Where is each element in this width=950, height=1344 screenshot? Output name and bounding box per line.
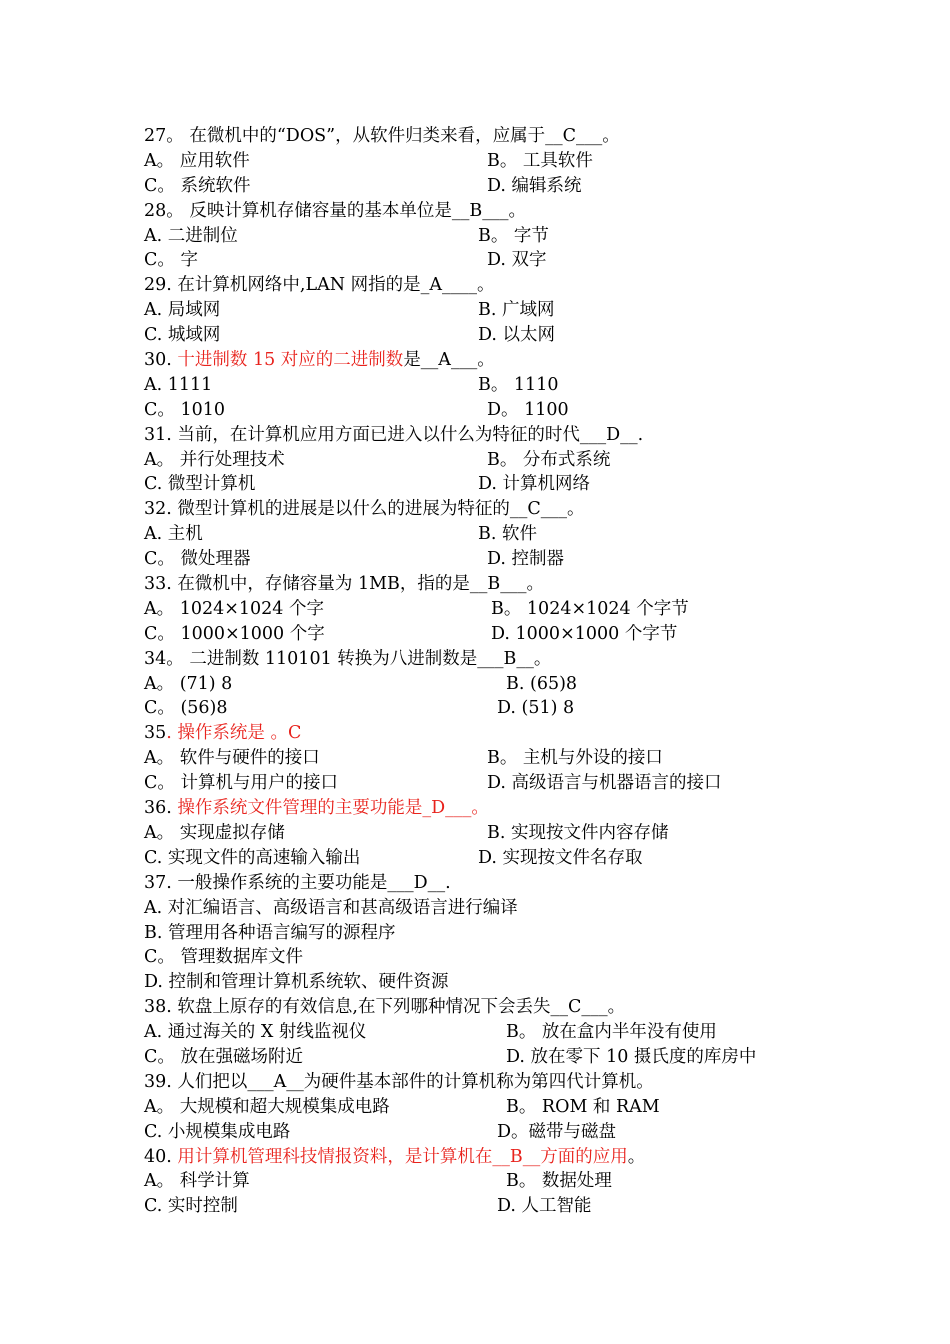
option-b: B。 工具软件 <box>487 150 593 171</box>
question-number: 28。 <box>144 200 184 221</box>
question-number: 31. <box>144 424 172 445</box>
option-b: B。 放在盒内半年没有使用 <box>506 1022 717 1043</box>
option-d: D. 计算机网络 <box>478 474 591 495</box>
option-row <box>144 896 824 921</box>
question-stem <box>144 871 824 896</box>
question-text: 一般操作系统的主要功能是___D__. <box>171 872 451 893</box>
question-number: 33. <box>144 574 172 595</box>
option-a: A. 主机 <box>144 524 203 545</box>
option-b: B. 实现按文件内容存储 <box>487 822 669 843</box>
option-a: A. 通过海关的 X 射线监视仪 <box>144 1022 367 1043</box>
option-row <box>144 224 824 249</box>
question-text: 是__A___。 <box>403 350 495 371</box>
option-d: D. 控制和管理计算机系统软、硬件资源 <box>144 972 449 993</box>
question-list <box>144 124 824 1219</box>
option-b: B。 ROM 和 RAM <box>506 1096 660 1117</box>
option-b: B. (65)8 <box>506 673 578 694</box>
option-row <box>144 1020 824 1045</box>
option-c: C。 放在强磁场附近 <box>144 1046 303 1067</box>
option-c: C。 系统软件 <box>144 175 251 196</box>
option-row <box>144 921 824 946</box>
option-row <box>144 821 824 846</box>
question-text-highlight: 十进制数 15 对应的二进制数 <box>171 350 404 371</box>
question-number: 29. <box>144 275 172 296</box>
option-row <box>144 1194 824 1219</box>
option-a: A。 应用软件 <box>144 150 250 171</box>
option-c: C。 1010 <box>144 399 225 420</box>
option-row <box>144 945 824 970</box>
question-stem <box>144 1070 824 1095</box>
option-b: B。 数据处理 <box>506 1171 612 1192</box>
question-stem <box>144 497 824 522</box>
question-text: 在微机中的“DOS”，从软件归类来看，应属于__C___。 <box>183 126 620 146</box>
question-text-highlight: . 操作系统是 。C <box>166 723 302 744</box>
question-text: 微型计算机的进展是以什么的进展为特征的__C___。 <box>171 499 585 520</box>
question-number: 34。 <box>144 648 184 669</box>
option-c: C. 小规模集成电路 <box>144 1121 291 1142</box>
option-a: A。 (71) 8 <box>144 673 233 694</box>
option-a: A. 1111 <box>144 374 213 395</box>
question-stem <box>144 199 824 224</box>
question-number: 30. <box>144 350 172 371</box>
question-stem <box>144 124 824 149</box>
option-row <box>144 472 824 497</box>
option-row <box>144 746 824 771</box>
option-row <box>144 672 824 697</box>
option-row <box>144 298 824 323</box>
option-row <box>144 248 824 273</box>
option-d: D. 高级语言与机器语言的接口 <box>487 773 722 794</box>
question-text: 人们把以___A__为硬件基本部件的计算机称为第四代计算机。 <box>171 1071 654 1092</box>
option-row <box>144 1169 824 1194</box>
question-text: 反映计算机存储容量的基本单位是__B___。 <box>183 200 526 221</box>
option-row <box>144 696 824 721</box>
question-number: 38. <box>144 997 172 1018</box>
option-row <box>144 323 824 348</box>
question-number: 35 <box>144 723 167 744</box>
question-stem <box>144 273 824 298</box>
question-stem <box>144 995 824 1020</box>
option-row <box>144 771 824 796</box>
option-d: D. 放在零下 10 摄氏度的库房中 <box>506 1046 757 1067</box>
option-a: A. 对汇编语言、高级语言和甚高级语言进行编译 <box>144 897 518 918</box>
question-stem <box>144 1145 824 1170</box>
option-a: A. 二进制位 <box>144 225 238 246</box>
question-number: 39. <box>144 1071 172 1092</box>
question-text: 在微机中，存储容量为 1MB，指的是__B___。 <box>171 574 544 595</box>
option-d: D. 1000×1000 个字节 <box>491 623 678 644</box>
option-a: A。 大规模和超大规模集成电路 <box>144 1096 390 1117</box>
option-a: A。 科学计算 <box>144 1171 250 1192</box>
option-d: D. 双字 <box>487 250 547 271</box>
option-c: C. 城域网 <box>144 325 221 346</box>
option-d: D. (51) 8 <box>497 698 575 719</box>
option-c: C。 (56)8 <box>144 698 228 719</box>
question-text: 软盘上原存的有效信息,在下列哪种情况下会丢失__C___。 <box>171 997 626 1018</box>
option-b: B. 软件 <box>478 524 537 545</box>
option-row <box>144 373 824 398</box>
question-number: 40. <box>144 1146 172 1167</box>
option-row <box>144 522 824 547</box>
question-number: 27。 <box>144 126 184 146</box>
option-b: B。 1110 <box>478 374 559 395</box>
option-row <box>144 398 824 423</box>
option-c: C. 实时控制 <box>144 1196 238 1217</box>
option-b: B. 广域网 <box>478 300 555 321</box>
option-a: A。 并行处理技术 <box>144 449 285 470</box>
question-stem <box>144 572 824 597</box>
question-stem <box>144 348 824 373</box>
question-text: 当前，在计算机应用方面已进入以什么为特征的时代___D__. <box>171 424 644 445</box>
option-row <box>144 846 824 871</box>
question-text-highlight: 操作系统文件管理的主要功能是_D___。 <box>171 798 489 819</box>
question-text-highlight: 用计算机管理科技情报资料，是计算机在__B__方面的应用 <box>171 1146 628 1167</box>
option-d: D。 1100 <box>487 399 569 420</box>
option-row <box>144 597 824 622</box>
option-c: C。 1000×1000 个字 <box>144 623 325 644</box>
option-b: B。 分布式系统 <box>487 449 611 470</box>
option-row <box>144 174 824 199</box>
question-number: 36. <box>144 798 172 819</box>
option-b: B。 1024×1024 个字节 <box>491 598 689 619</box>
option-d: D。磁带与磁盘 <box>497 1121 617 1142</box>
option-d: D. 人工智能 <box>497 1196 592 1217</box>
option-b: B. 管理用各种语言编写的源程序 <box>144 922 396 943</box>
question-text: 二进制数 110101 转换为八进制数是___B__。 <box>183 648 552 669</box>
question-stem <box>144 796 824 821</box>
option-d: D. 控制器 <box>487 549 565 570</box>
option-c: C。 管理数据库文件 <box>144 947 303 968</box>
option-d: D. 实现按文件名存取 <box>478 847 643 868</box>
option-row <box>144 547 824 572</box>
option-c: C。 微处理器 <box>144 549 251 570</box>
question-stem <box>144 423 824 448</box>
option-row <box>144 1095 824 1120</box>
option-row <box>144 1045 824 1070</box>
option-row <box>144 970 824 995</box>
option-c: C。 字 <box>144 250 198 271</box>
option-d: D. 编辑系统 <box>487 175 582 196</box>
option-a: A。 实现虚拟存储 <box>144 822 285 843</box>
question-stem <box>144 721 824 746</box>
question-text: 在计算机网络中,LAN 网指的是_A____。 <box>171 275 495 296</box>
question-stem <box>144 647 824 672</box>
option-row <box>144 1120 824 1145</box>
option-a: A。 1024×1024 个字 <box>144 598 324 619</box>
option-c: C。 计算机与用户的接口 <box>144 773 338 794</box>
option-c: C. 实现文件的高速输入输出 <box>144 847 361 868</box>
option-b: B。 主机与外设的接口 <box>487 748 663 769</box>
option-a: A。 软件与硬件的接口 <box>144 748 320 769</box>
option-row <box>144 622 824 647</box>
question-number: 32. <box>144 499 172 520</box>
option-row <box>144 149 824 174</box>
option-row <box>144 448 824 473</box>
option-c: C. 微型计算机 <box>144 474 256 495</box>
question-text: 。 <box>627 1146 646 1167</box>
option-b: B。 字节 <box>478 225 549 246</box>
option-d: D. 以太网 <box>478 325 556 346</box>
option-a: A. 局域网 <box>144 300 221 321</box>
question-number: 37. <box>144 872 172 893</box>
